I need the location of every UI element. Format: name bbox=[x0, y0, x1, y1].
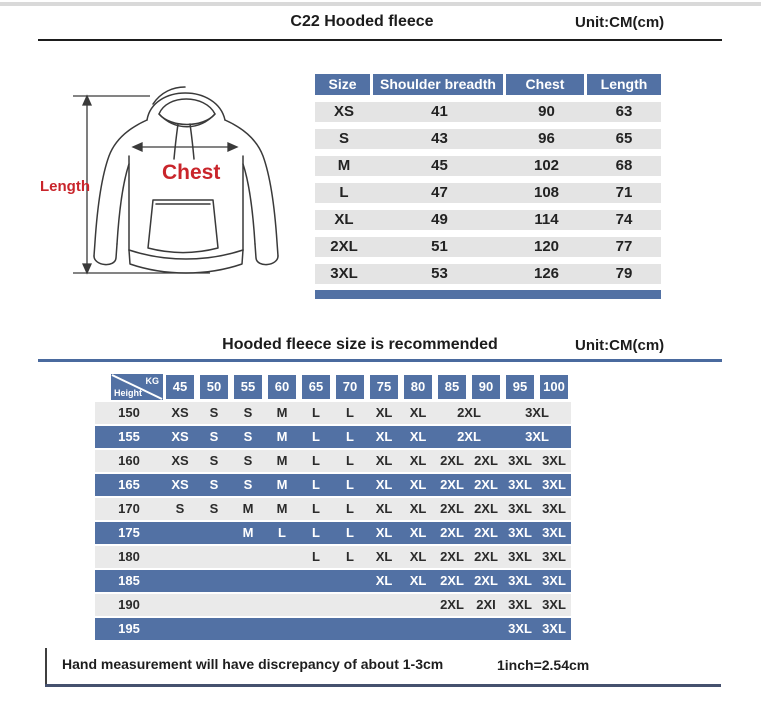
size-recommend-cell: 3XL bbox=[525, 405, 549, 420]
size-table-row bbox=[315, 210, 661, 230]
size-table-cell: 53 bbox=[431, 265, 448, 282]
length-label: Length bbox=[40, 178, 90, 195]
size-recommend-cell: 2XL bbox=[474, 549, 498, 564]
size-recommend-cell: S bbox=[243, 477, 253, 492]
recommend-table-row bbox=[95, 426, 571, 448]
size-recommend-cell: M bbox=[276, 477, 288, 492]
height-cell: 165 bbox=[118, 477, 140, 492]
recommend-table-row bbox=[95, 618, 571, 640]
size-recommend-cell bbox=[299, 594, 333, 616]
size-recommend-cell bbox=[197, 546, 231, 568]
size-table-cell: XS bbox=[333, 103, 354, 120]
weight-header-cell: 90 bbox=[472, 375, 500, 399]
size-recommend-cell: L bbox=[312, 525, 320, 540]
weight-header-cell-wrap bbox=[503, 374, 537, 400]
size-recommend-cell: XL bbox=[409, 549, 427, 564]
size-recommend-cell bbox=[299, 618, 333, 640]
weight-header-cell: 55 bbox=[234, 375, 262, 399]
size-recommend-cell: XS bbox=[171, 477, 189, 492]
corner-height-label: Height bbox=[114, 388, 142, 398]
size-recommend-cell bbox=[197, 618, 231, 640]
size-table-cell: 90 bbox=[538, 103, 555, 120]
size-recommend-cell: XL bbox=[409, 405, 427, 420]
size-recommend-cell: XL bbox=[375, 573, 393, 588]
recommend-table-row bbox=[95, 522, 571, 544]
size-recommend-cell bbox=[265, 546, 299, 568]
size-recommend-cell bbox=[333, 618, 367, 640]
size-recommend-cell bbox=[265, 618, 299, 640]
corner-cell-wrap bbox=[95, 374, 163, 400]
size-table-header-cell: Size bbox=[315, 74, 370, 95]
size-recommend-cell: 2XL bbox=[457, 429, 481, 444]
hoodie-diagram bbox=[35, 52, 305, 302]
weight-header-cell: 50 bbox=[200, 375, 228, 399]
size-recommend-cell: 2XL bbox=[474, 477, 498, 492]
size-recommend-cell: L bbox=[346, 549, 354, 564]
size-recommend-cell: L bbox=[312, 405, 320, 420]
size-recommend-cell: 2XL bbox=[457, 405, 481, 420]
size-recommend-cell: XL bbox=[409, 501, 427, 516]
size-recommend-cell: 3XL bbox=[542, 501, 566, 516]
recommend-table-row bbox=[95, 498, 571, 520]
size-recommend-cell: 2XL bbox=[474, 525, 498, 540]
size-table-cell: 96 bbox=[538, 130, 555, 147]
weight-header-cell-wrap bbox=[469, 374, 503, 400]
size-recommend-cell: XL bbox=[375, 549, 393, 564]
footer-left-border bbox=[45, 648, 47, 686]
size-recommend-cell: 2XI bbox=[476, 597, 496, 612]
size-table bbox=[315, 74, 661, 299]
size-recommend-cell bbox=[197, 570, 231, 592]
size-recommend-cell: 2XL bbox=[440, 501, 464, 516]
size-recommend-cell: M bbox=[276, 429, 288, 444]
size-recommend-cell: M bbox=[276, 501, 288, 516]
section2-title: Hooded fleece size is recommended bbox=[222, 336, 498, 353]
size-table-cell: 68 bbox=[615, 157, 633, 174]
size-table-row bbox=[315, 183, 661, 203]
size-recommend-cell: 3XL bbox=[508, 573, 532, 588]
size-table-cell: 126 bbox=[533, 265, 560, 282]
size-recommend-cell: L bbox=[346, 525, 354, 540]
size-table-header-cell: Chest bbox=[506, 74, 584, 95]
size-recommend-cell: S bbox=[243, 429, 253, 444]
weight-header-cell: 95 bbox=[506, 375, 534, 399]
size-recommend-cell: 2XL bbox=[440, 549, 464, 564]
size-table-cell: S bbox=[338, 130, 349, 147]
size-recommend-cell: 3XL bbox=[508, 501, 532, 516]
size-recommend-cell: 3XL bbox=[542, 573, 566, 588]
recommend-table-row bbox=[95, 546, 571, 568]
size-table-cell: 47 bbox=[431, 184, 448, 201]
size-table-cell: 120 bbox=[533, 238, 560, 255]
size-recommend-cell: M bbox=[242, 525, 254, 540]
size-recommend-cell bbox=[265, 594, 299, 616]
size-recommend-cell: L bbox=[312, 501, 320, 516]
size-recommend-cell: 2XL bbox=[474, 573, 498, 588]
size-recommend-cell bbox=[367, 594, 401, 616]
weight-header-cell: 80 bbox=[404, 375, 432, 399]
size-recommend-cell: XL bbox=[375, 501, 393, 516]
size-recommend-cell bbox=[163, 594, 197, 616]
section2-unit-label: Unit:CM(cm) bbox=[575, 337, 665, 354]
height-cell: 190 bbox=[118, 597, 140, 612]
size-recommend-cell bbox=[299, 570, 333, 592]
weight-header-cell: 45 bbox=[166, 375, 194, 399]
size-recommend-cell: S bbox=[209, 477, 219, 492]
size-table-cell: 51 bbox=[431, 238, 448, 255]
page-title: C22 Hooded fleece bbox=[290, 13, 434, 30]
size-recommend-cell: 2XL bbox=[440, 525, 464, 540]
size-table-cell: 102 bbox=[533, 157, 560, 174]
height-cell: 150 bbox=[118, 405, 140, 420]
size-recommend-cell: 3XL bbox=[508, 597, 532, 612]
drawstring-right bbox=[190, 124, 194, 159]
size-table-cell: 2XL bbox=[330, 238, 358, 255]
chest-label: Chest bbox=[162, 161, 221, 184]
size-recommend-cell: XL bbox=[409, 525, 427, 540]
size-recommend-cell bbox=[333, 570, 367, 592]
recommend-table-row bbox=[95, 474, 571, 496]
size-recommend-cell: S bbox=[243, 453, 253, 468]
size-recommend-cell: 2XL bbox=[440, 597, 464, 612]
weight-header-cell-wrap bbox=[163, 374, 197, 400]
size-recommend-cell bbox=[163, 570, 197, 592]
top-border-line bbox=[0, 2, 761, 6]
size-recommend-cell bbox=[333, 594, 367, 616]
size-table-row bbox=[315, 156, 661, 176]
size-table-cell: M bbox=[337, 157, 351, 174]
corner-kg-label: KG bbox=[145, 376, 159, 386]
size-table-cell: 77 bbox=[615, 238, 633, 255]
size-recommend-cell: 3XL bbox=[525, 429, 549, 444]
weight-header-cell-wrap bbox=[197, 374, 231, 400]
section2-divider bbox=[38, 359, 722, 362]
size-table-cell: 79 bbox=[615, 265, 633, 282]
size-recommend-cell: L bbox=[346, 501, 354, 516]
size-recommend-cell: L bbox=[312, 477, 320, 492]
size-recommend-cell: 3XL bbox=[542, 621, 566, 636]
size-recommend-cell: XL bbox=[409, 453, 427, 468]
size-table-footer-bar bbox=[315, 290, 661, 299]
size-recommend-cell: 3XL bbox=[508, 525, 532, 540]
size-recommend-cell: 2XL bbox=[440, 477, 464, 492]
size-table-body bbox=[315, 102, 661, 284]
recommend-table-body bbox=[95, 402, 571, 640]
size-recommend-cell: XL bbox=[375, 477, 393, 492]
size-table-cell: 45 bbox=[431, 157, 448, 174]
size-table-header-cell: Shoulder breadth bbox=[373, 74, 503, 95]
size-table-cell: 114 bbox=[534, 211, 559, 228]
size-table-cell: 74 bbox=[615, 211, 633, 228]
size-recommend-cell: 3XL bbox=[508, 549, 532, 564]
size-recommend-cell: XS bbox=[171, 429, 189, 444]
recommend-table-row bbox=[95, 450, 571, 472]
footer-bottom-border bbox=[45, 684, 721, 687]
size-recommend-cell: L bbox=[312, 549, 320, 564]
size-recommend-cell: S bbox=[175, 501, 185, 516]
height-cell: 180 bbox=[118, 549, 140, 564]
size-recommend-cell: M bbox=[276, 405, 288, 420]
recommend-table-row bbox=[95, 402, 571, 424]
chest-arrow bbox=[133, 143, 237, 151]
weight-header-cell-wrap bbox=[265, 374, 299, 400]
size-recommend-cell bbox=[231, 570, 265, 592]
header-divider bbox=[38, 39, 722, 41]
height-cell: 160 bbox=[118, 453, 140, 468]
size-recommend-cell bbox=[231, 546, 265, 568]
size-table-row bbox=[315, 237, 661, 257]
weight-header-cell-wrap bbox=[333, 374, 367, 400]
size-recommend-cell bbox=[163, 618, 197, 640]
weight-header-cell: 70 bbox=[336, 375, 364, 399]
size-recommend-cell: S bbox=[209, 405, 219, 420]
recommend-table-row bbox=[95, 570, 571, 592]
size-table-cell: 49 bbox=[431, 211, 448, 228]
size-recommend-cell: XL bbox=[409, 429, 427, 444]
size-table-cell: XL bbox=[334, 211, 354, 228]
size-table-cell: 41 bbox=[431, 103, 448, 120]
size-recommend-cell: L bbox=[312, 453, 320, 468]
height-cell: 185 bbox=[118, 573, 140, 588]
size-recommend-cell: XL bbox=[375, 453, 393, 468]
size-recommend-cell: L bbox=[346, 429, 354, 444]
size-table-cell: 65 bbox=[615, 130, 633, 147]
size-recommend-cell bbox=[401, 594, 435, 616]
size-recommend-cell: L bbox=[278, 525, 286, 540]
weight-header-cell: 75 bbox=[370, 375, 398, 399]
height-cell: 155 bbox=[118, 429, 140, 444]
size-recommend-cell bbox=[469, 618, 503, 640]
size-table-header-row bbox=[315, 74, 661, 95]
recommend-table-header-row bbox=[95, 374, 571, 400]
weight-header-cell: 65 bbox=[302, 375, 330, 399]
size-table-cell: 71 bbox=[615, 184, 633, 201]
size-recommend-cell: L bbox=[346, 477, 354, 492]
size-recommend-cell bbox=[231, 618, 265, 640]
weight-header-cell-wrap bbox=[401, 374, 435, 400]
size-recommend-cell bbox=[197, 594, 231, 616]
size-recommend-cell: 3XL bbox=[542, 453, 566, 468]
size-table-cell: L bbox=[339, 184, 349, 201]
size-recommend-cell: M bbox=[276, 453, 288, 468]
size-recommend-cell: S bbox=[243, 405, 253, 420]
size-recommend-cell: L bbox=[346, 453, 354, 468]
size-recommend-cell: M bbox=[242, 501, 254, 516]
weight-header-cell: 60 bbox=[268, 375, 296, 399]
pocket-outline bbox=[148, 200, 218, 253]
size-recommend-cell: L bbox=[312, 429, 320, 444]
recommend-table-row bbox=[95, 594, 571, 616]
size-recommend-cell: XL bbox=[375, 405, 393, 420]
size-recommend-cell: 3XL bbox=[542, 477, 566, 492]
size-recommend-cell: XL bbox=[375, 429, 393, 444]
weight-header-cell-wrap bbox=[231, 374, 265, 400]
size-recommend-cell: 3XL bbox=[542, 597, 566, 612]
size-recommend-cell: 3XL bbox=[508, 477, 532, 492]
size-table-row bbox=[315, 102, 661, 122]
size-recommend-cell: 2XL bbox=[440, 573, 464, 588]
size-recommend-cell bbox=[435, 618, 469, 640]
size-table-cell: 63 bbox=[615, 103, 633, 120]
size-recommend-cell: 3XL bbox=[508, 621, 532, 636]
size-table-cell: 108 bbox=[533, 184, 560, 201]
size-recommend-cell: XL bbox=[409, 573, 427, 588]
size-recommend-cell: 2XL bbox=[474, 453, 498, 468]
drawstring-left bbox=[174, 124, 178, 159]
footer-note: Hand measurement will have discrepancy of about 1-3cm bbox=[62, 656, 444, 672]
unit-label: Unit:CM(cm) bbox=[575, 14, 665, 31]
size-recommend-cell bbox=[197, 522, 231, 544]
weight-header-cell: 85 bbox=[438, 375, 466, 399]
size-recommend-cell bbox=[163, 522, 197, 544]
weight-header-cell-wrap bbox=[537, 374, 571, 400]
height-cell: 170 bbox=[118, 501, 140, 516]
size-recommend-cell: S bbox=[209, 453, 219, 468]
size-recommend-cell bbox=[163, 546, 197, 568]
size-recommend-cell bbox=[265, 570, 299, 592]
size-recommend-cell: XS bbox=[171, 405, 189, 420]
size-table-row bbox=[315, 129, 661, 149]
weight-header-cell-wrap bbox=[299, 374, 333, 400]
size-recommend-cell bbox=[367, 618, 401, 640]
size-recommend-cell: XL bbox=[375, 525, 393, 540]
size-recommend-cell: 3XL bbox=[542, 549, 566, 564]
recommend-table bbox=[95, 374, 571, 642]
size-table-header-cell: Length bbox=[587, 74, 661, 95]
size-recommend-cell: L bbox=[346, 405, 354, 420]
size-recommend-cell: XS bbox=[171, 453, 189, 468]
height-cell: 195 bbox=[118, 621, 140, 636]
weight-header-cell: 100 bbox=[540, 375, 568, 399]
size-recommend-cell bbox=[231, 594, 265, 616]
size-recommend-cell: 3XL bbox=[542, 525, 566, 540]
size-recommend-cell: 2XL bbox=[474, 501, 498, 516]
size-recommend-cell: S bbox=[209, 501, 219, 516]
size-recommend-cell bbox=[401, 618, 435, 640]
height-cell: 175 bbox=[118, 525, 140, 540]
corner-header-cell bbox=[111, 374, 163, 400]
size-recommend-cell: 2XL bbox=[440, 453, 464, 468]
weight-header-cell-wrap bbox=[367, 374, 401, 400]
size-recommend-cell: S bbox=[209, 429, 219, 444]
weight-header-cell-wrap bbox=[435, 374, 469, 400]
size-recommend-cell: 3XL bbox=[508, 453, 532, 468]
size-table-cell: 43 bbox=[431, 130, 448, 147]
size-table-cell: 3XL bbox=[330, 265, 358, 282]
size-table-row bbox=[315, 264, 661, 284]
footer-conversion: 1inch=2.54cm bbox=[497, 657, 590, 673]
size-recommend-cell: XL bbox=[409, 477, 427, 492]
